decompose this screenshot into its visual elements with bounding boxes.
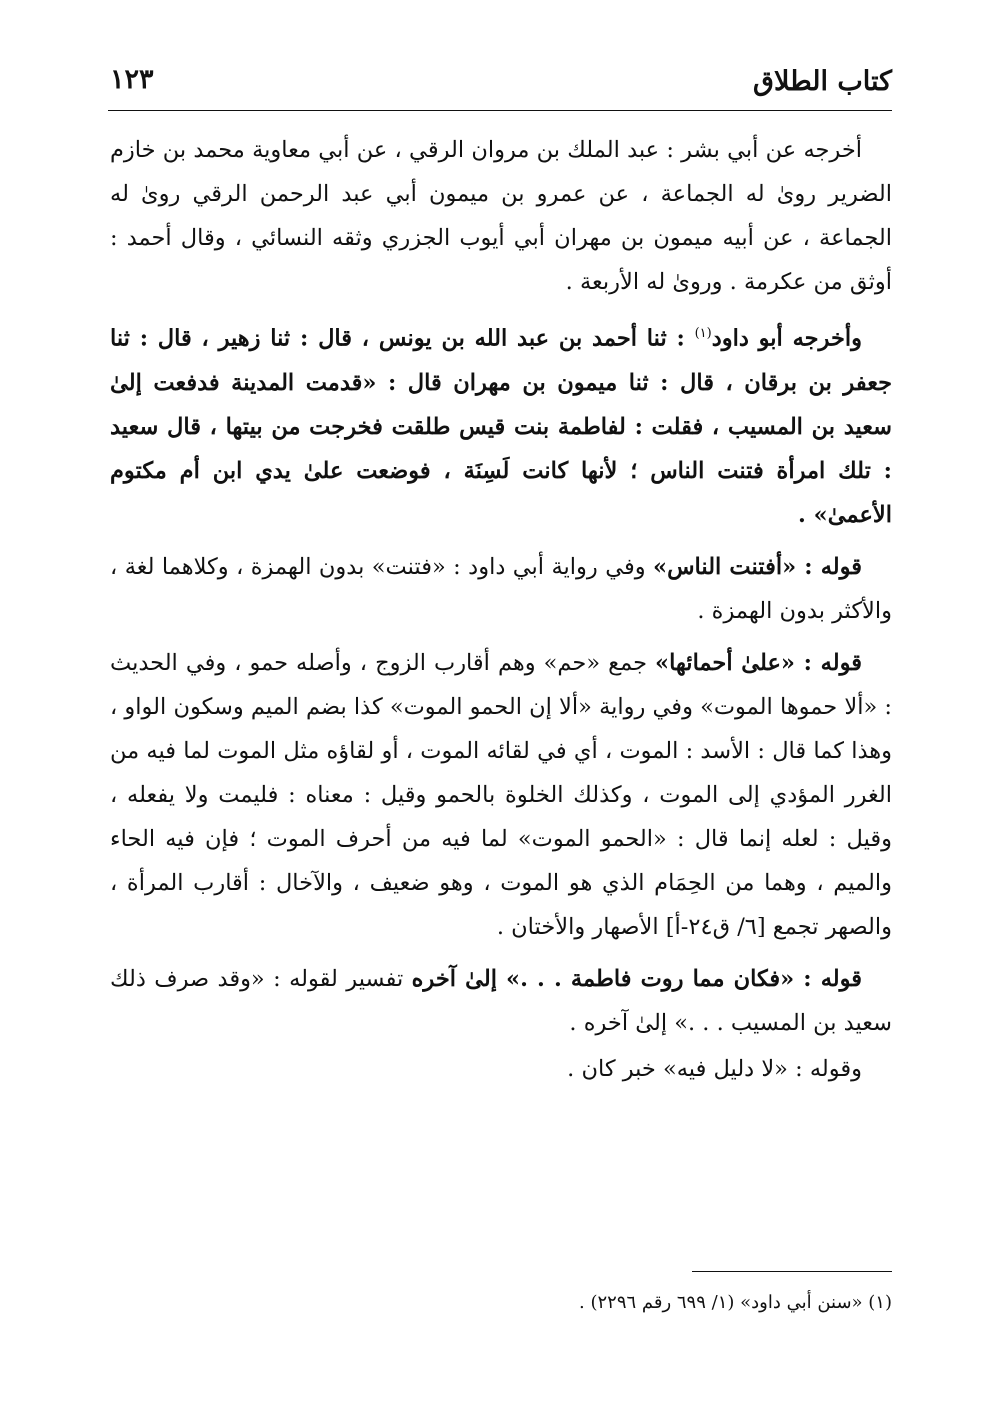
- paragraph-2-rest: : ثنا أحمد بن عبد الله بن يونس ، قال : ثنا زهير ، قال : ثنا جعفر بن برقان ، قال : ثنا ميمون بن مهران قال : «قدمت المدينة فدفعت إلىٰ سعيد بن المسيب ، فقلت : لفاطمة بنت قيس طلقت فخرجت من بيتها ، قال سعيد : تلك امرأة فتنت الناس ؛ لأنها كانت لَسِنَة ، فوضعت علىٰ يدي ابن أم مكتوم الأعمىٰ» .: [110, 325, 892, 528]
- paragraph-6-text: وقوله : «لا دليل فيه» خبر كان .: [567, 1055, 862, 1082]
- paragraph-1-text: أخرجه عن أبي بشر : عبد الملك بن مروان الرقي ، عن أبي معاوية محمد بن خازم الضرير روىٰ له الجماعة ، عن عمرو بن ميمون أبي عبد الرحمن الرقي روىٰ له الجماعة ، عن أبيه ميمون بن مهران أبي أيوب الجزري وثقه النسائي ، وقال أحمد : أوثق من عكرمة . وروىٰ له الأربعة .: [110, 137, 892, 295]
- page-body: [110, 128, 892, 1099]
- paragraph-3: [110, 545, 892, 633]
- paragraph-5-lead: قوله : «فكان مما روت فاطمة . . .» إلىٰ آخره: [411, 965, 862, 992]
- page-header: [110, 62, 892, 108]
- page-number: ١٢٣: [110, 64, 154, 95]
- paragraph-4-rest: جمع «حم» وهم أقارب الزوج ، وأصله حمو ، وفي الحديث : «ألا حموها الموت» وفي رواية «ألا إن الحمو الموت» كذا بضم الميم وسكون الواو ، وهذا كما قال : الأسد : الموت ، أي في لقائه الموت ، أو لقاؤه مثل الموت لما فيه من الغرر المؤدي إلى الموت ، وكذلك الخلوة بالحمو وقيل : معناه : فليمت ولا يفعله ، وقيل : لعله إنما قال : «الحمو الموت» لما فيه من أحرف الموت ؛ فإن فيه الحاء والميم ، وهما من الحِمَام الذي هو الموت ، وهو ضعيف ، والآخال : أقارب المرأة ، والصهر تجمع [٦/ ق٢٤-أ] الأصهار والأختان .: [110, 649, 892, 940]
- footnote-reference[interactable]: (١): [694, 326, 712, 341]
- footnote-divider: [692, 1271, 892, 1272]
- paragraph-3-lead: قوله : «أفتنت الناس»: [653, 553, 862, 580]
- chapter-title: كتاب الطلاق: [753, 66, 892, 97]
- paragraph-3-rest: وفي رواية أبي داود : «فتنت» بدون الهمزة ، وكلاهما لغة ، والأكثر بدون الهمزة .: [110, 553, 892, 624]
- paragraph-4: [110, 641, 892, 949]
- paragraph-5: [110, 957, 892, 1045]
- paragraph-5-rest: تفسير لقوله : «وقد صرف ذلك سعيد بن المسيب . . .» إلىٰ آخره .: [110, 965, 892, 1036]
- footnote-1: (١) «سنن أبي داود» (١/ ٦٩٩ رقم ٢٢٩٦) .: [579, 1292, 892, 1313]
- header-divider: [108, 110, 892, 111]
- paragraph-2-lead: وأخرجه أبو داود: [711, 325, 862, 352]
- paragraph-1: [110, 128, 892, 304]
- paragraph-2: [110, 312, 892, 537]
- paragraph-4-lead: قوله : «علىٰ أحمائها»: [655, 649, 862, 676]
- paragraph-6: [110, 1047, 892, 1091]
